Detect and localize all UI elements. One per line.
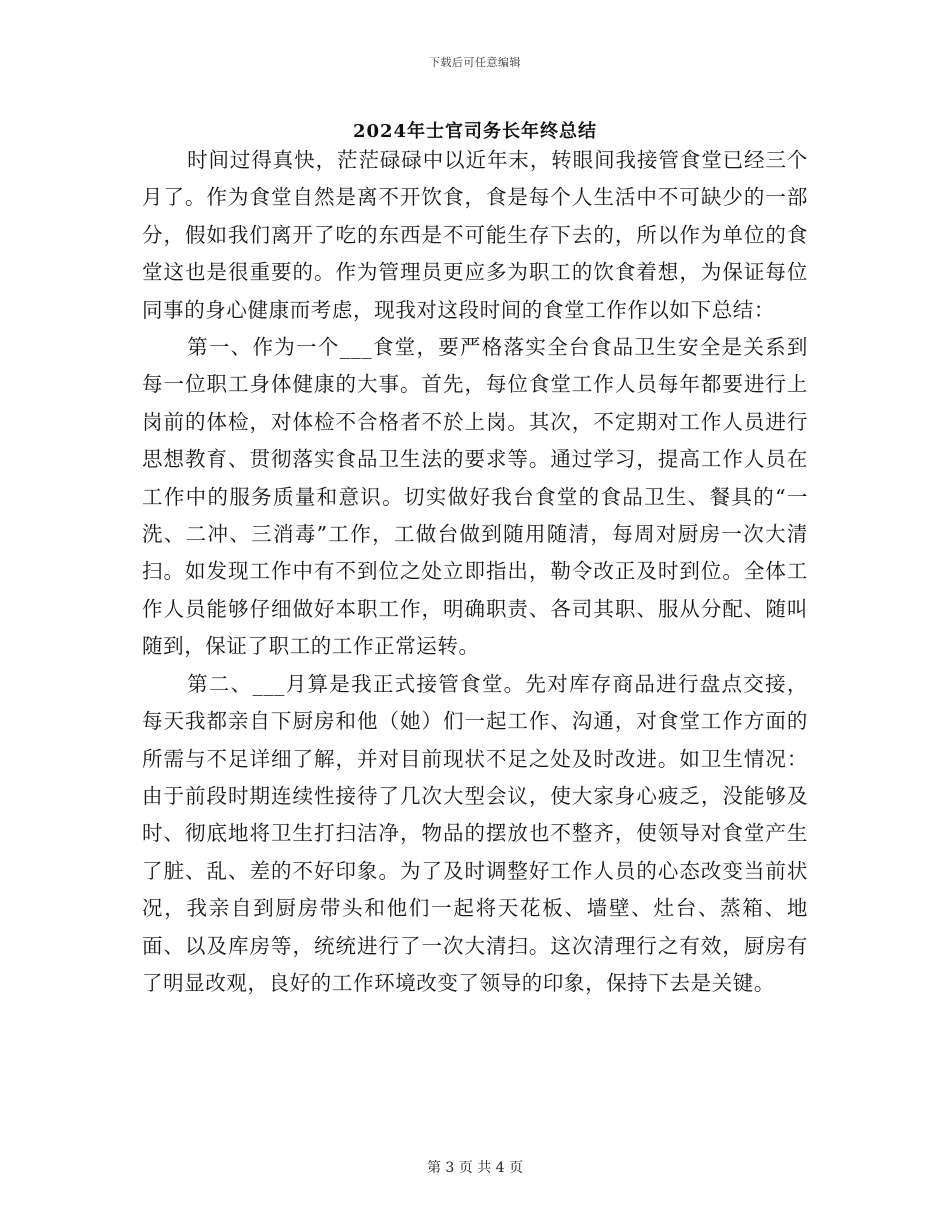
document-title: 2024年士官司务长年终总结 bbox=[352, 121, 598, 142]
paragraph-second-point: 第二、___月算是我正式接管食堂。先对库存商品进行盘点交接，每天我都亲自下厨房和他（她）们一起工作、沟通，对食堂工作方面的所需与不足详细了解，并对目前现状不足之处及时改进。如卫生情况：由于前段时期连续性接待了几次大型会议，使大家身心疲乏，没能够及时、彻底地将卫生打扫洁净，物品的摆放也不整齐，使领导对食堂产生了脏、乱、差的不好印象。为了及时调整好工作人员的心态改变当前状况，我亲自到厨房带头和他们一起将天花板、墙壁、灶台、蒸箱、地面、以及库房等，统统进行了一次大清扫。这次清理行之有效，厨房有了明显改观，良好的工作环境改变了领导的印象，保持下去是关键。 bbox=[142, 671, 808, 995]
page-number: 第 3 页 共 4 页 bbox=[426, 1160, 524, 1176]
document-body bbox=[142, 142, 808, 1002]
paragraph-first-point: 第一、作为一个___食堂，要严格落实全台食品卫生安全是关系到每一位职工身体健康的大事。首先，每位食堂工作人员每年都要进行上岗前的体检，对体检不合格者不於上岗。其次，不定期对工作人员进行思想教育、贯彻落实食品卫生法的要求等。通过学习，提高工作人员在工作中的服务质量和意识。切实做好我台食堂的食品卫生、餐具的“一洗、二冲、三消毒”工作，工做台做到随用随清，每周对厨房一次大清扫。如发现工作中有不到位之处立即指出，勒令改正及时到位。全体工作人员能够仔细做好本职工作，明确职责、各司其职、服从分配、随叫随到，保证了职工的工作正常运转。 bbox=[142, 335, 808, 659]
paragraph-intro: 时间过得真快，茫茫碌碌中以近年末，转眼间我接管食堂已经三个月了。作为食堂自然是离不开饮食，食是每个人生活中不可缺少的一部分，假如我们离开了吃的东西是不可能生存下去的，所以作为单位的食堂这也是很重要的。作为管理员更应多为职工的饮食着想，为保证每位同事的身心健康而考虑，现我对这段时间的食堂工作作以如下总结： bbox=[142, 148, 808, 322]
page-header-note: 下载后可任意编辑 bbox=[429, 56, 521, 69]
